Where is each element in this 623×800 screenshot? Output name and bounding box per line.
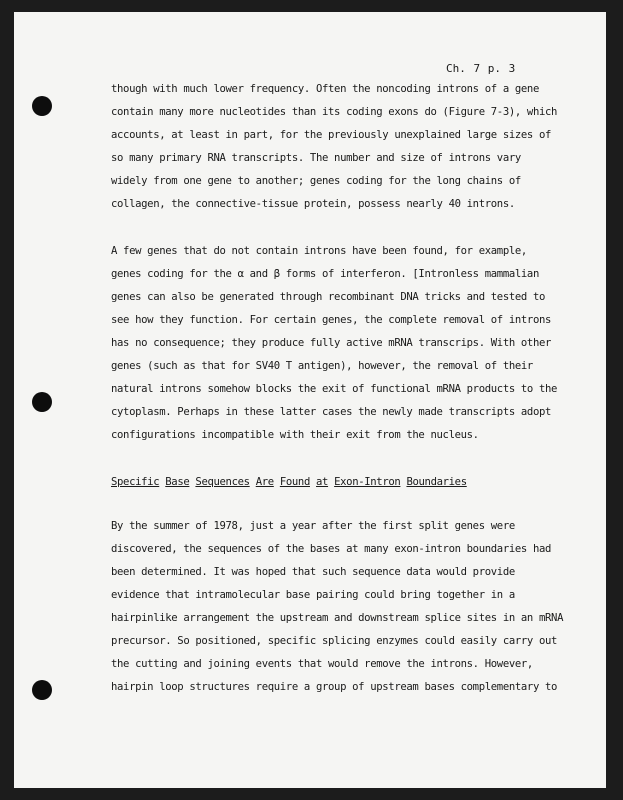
text-line: genes can also be generated through recombinant DNA tricks and tested to bbox=[111, 291, 546, 303]
page-number: Ch. 7 p. 3 bbox=[446, 62, 516, 75]
heading-word: Base bbox=[165, 476, 190, 488]
text-line: precursor. So positioned, specific splicing enzymes could easily carry out bbox=[111, 635, 558, 647]
binder-hole bbox=[32, 96, 52, 116]
heading-word: Specific bbox=[111, 476, 160, 488]
text-line: the cutting and joining events that would remove the introns. However, bbox=[111, 658, 533, 670]
text-line: cytoplasm. Perhaps in these latter cases the newly made transcripts adopt bbox=[111, 406, 552, 418]
text-line: has no consequence; they produce fully active mRNA transcrips. With other bbox=[111, 337, 552, 349]
text-line: contain many more nucleotides than its coding exons do (Figure 7-3), which bbox=[111, 106, 558, 118]
binder-hole bbox=[32, 680, 52, 700]
text-line: so many primary RNA transcripts. The number and size of introns vary bbox=[111, 152, 521, 164]
text-line: hairpinlike arrangement the upstream and downstream splice sites in an mRNA bbox=[111, 612, 564, 624]
text-line: genes coding for the α and β forms of interferon. [Intronless mammalian bbox=[111, 268, 539, 280]
text-line: configurations incompatible with their exit from the nucleus. bbox=[111, 429, 479, 441]
heading-word: at bbox=[316, 476, 329, 488]
text-line: evidence that intramolecular base pairing could bring together in a bbox=[111, 589, 515, 601]
text-line: though with much lower frequency. Often the noncoding introns of a gene bbox=[111, 83, 539, 95]
text-line: discovered, the sequences of the bases at many exon-intron boundaries had bbox=[111, 543, 552, 555]
paragraph-3 bbox=[111, 515, 564, 699]
text-line: widely from one gene to another; genes coding for the long chains of bbox=[111, 175, 521, 187]
heading-word: Found bbox=[279, 476, 310, 488]
heading-word: Sequences bbox=[195, 476, 250, 488]
paragraph-2 bbox=[111, 240, 561, 447]
paragraph-1 bbox=[111, 78, 561, 216]
text-line: accounts, at least in part, for the previously unexplained large sizes of bbox=[111, 129, 552, 141]
text-line: natural introns somehow blocks the exit of functional mRNA products to the bbox=[111, 383, 558, 395]
section-heading bbox=[111, 471, 561, 494]
text-line: By the summer of 1978, just a year after the first split genes were bbox=[111, 520, 515, 532]
text-line: A few genes that do not contain introns have been found, for example, bbox=[111, 245, 527, 257]
text-line: collagen, the connective-tissue protein, possess nearly 40 introns. bbox=[111, 198, 515, 210]
heading-word: Boundaries bbox=[406, 476, 467, 488]
text-line: genes (such as that for SV40 T antigen), however, the removal of their bbox=[111, 360, 533, 372]
binder-hole bbox=[32, 392, 52, 412]
heading-word: Exon-Intron bbox=[334, 476, 401, 488]
text-line: been determined. It was hoped that such sequence data would provide bbox=[111, 566, 515, 578]
text-line: see how they function. For certain genes, the complete removal of introns bbox=[111, 314, 552, 326]
heading-word: Are bbox=[255, 476, 274, 488]
text-line: hairpin loop structures require a group of upstream bases complementary to bbox=[111, 681, 558, 693]
